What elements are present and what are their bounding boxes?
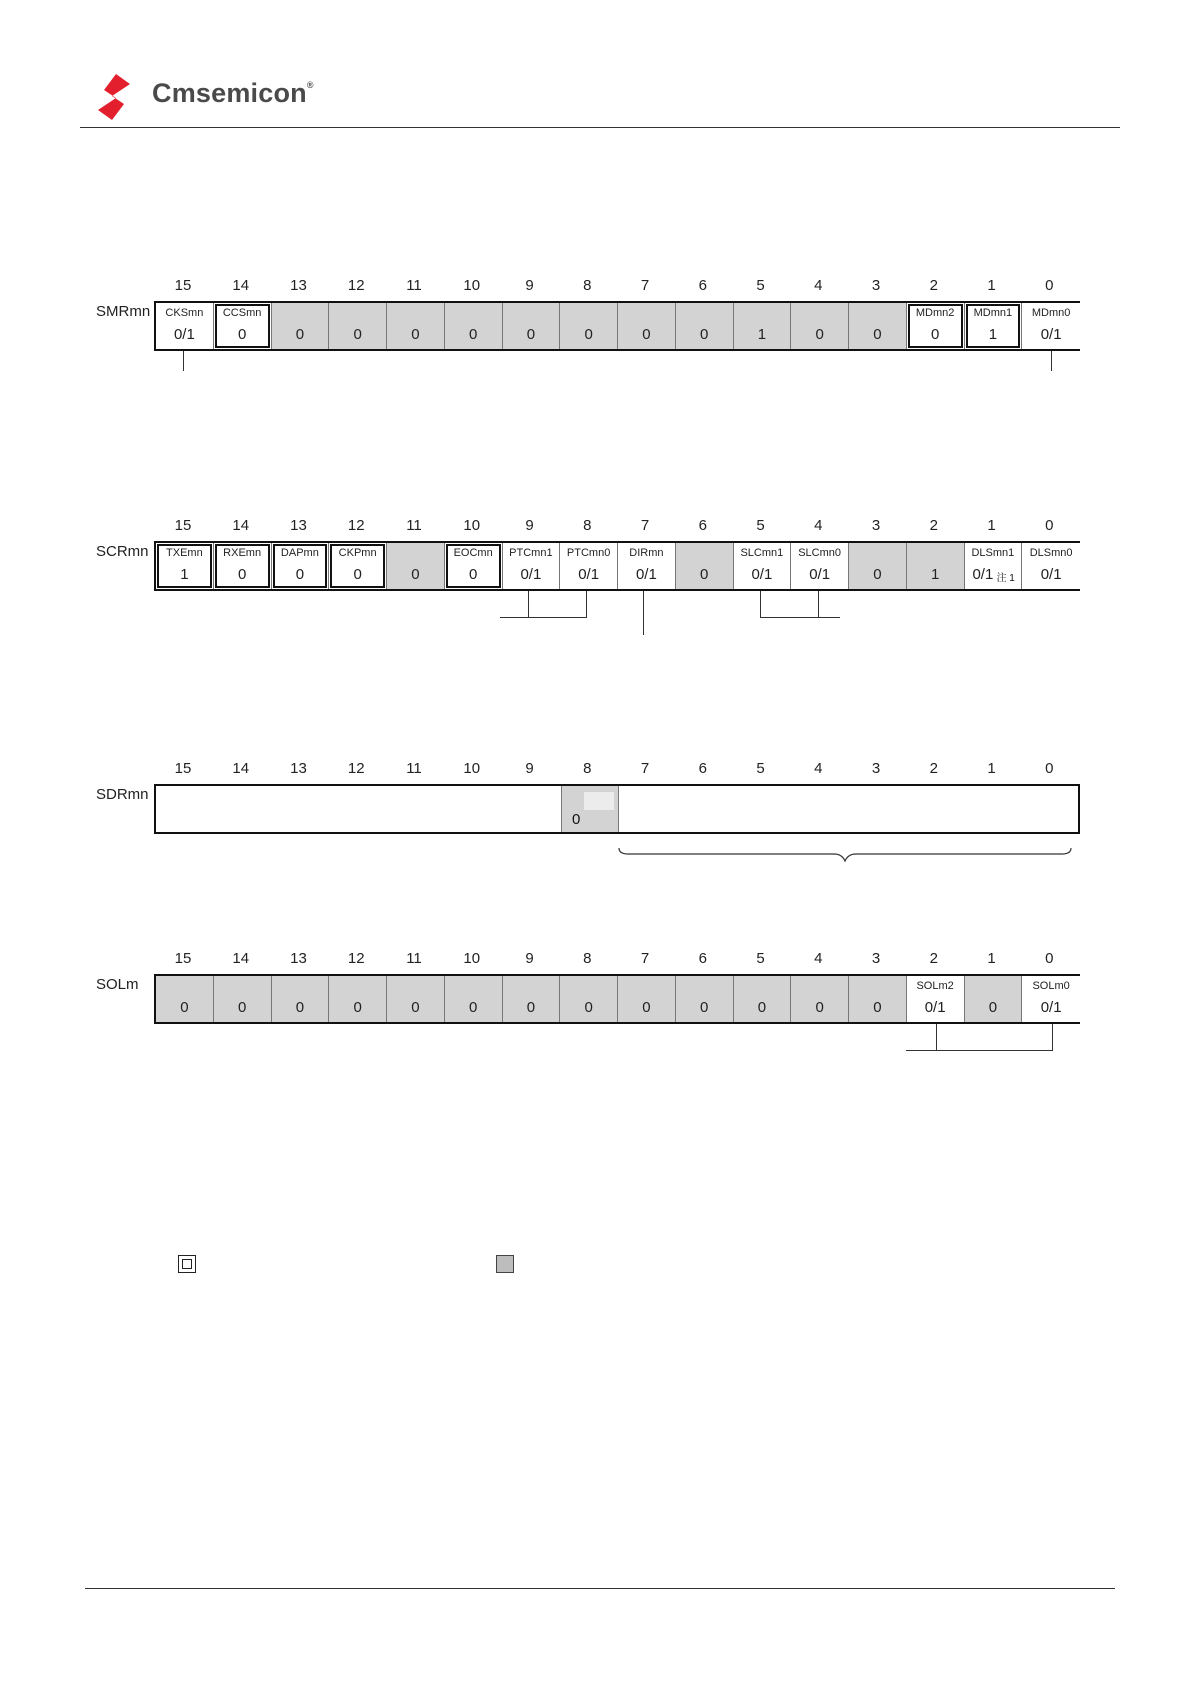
bit-cell	[734, 303, 792, 349]
page-header	[0, 0, 1190, 130]
bit-cell	[503, 303, 561, 349]
bit-cell	[503, 976, 561, 1022]
bit-value: 1	[988, 326, 998, 343]
bit-label: DLSmn0	[1029, 547, 1073, 559]
bit-number: 14	[232, 760, 250, 777]
bit-number: 3	[871, 950, 881, 967]
leader-line	[643, 591, 644, 635]
leader-line	[1051, 351, 1052, 371]
bit-value: 0	[815, 326, 824, 343]
bit-value: 0	[757, 999, 767, 1016]
bit-number: 0	[1045, 950, 1054, 967]
bit-value: 0	[353, 326, 362, 343]
bit-number: 15	[174, 760, 192, 777]
bit-label: RXEmn	[223, 547, 262, 559]
bit-label: SOLm0	[1032, 980, 1070, 992]
bit-number: 11	[406, 277, 422, 294]
bit-cell	[156, 543, 214, 589]
bit-cell	[618, 976, 676, 1022]
bit-number: 0	[1045, 277, 1054, 294]
bit-label: MDmn2	[915, 307, 955, 319]
bit-number: 9	[525, 760, 534, 777]
bit-value: 0	[468, 566, 478, 583]
bit-number: 0	[1045, 760, 1054, 777]
bit-value: 0	[353, 999, 362, 1016]
bit-label: SLCmn1	[740, 547, 784, 559]
bit-number: 10	[463, 517, 481, 534]
bit-value: 0	[295, 326, 305, 343]
bit-number: 11	[406, 760, 422, 777]
bit-cell	[734, 543, 792, 589]
brace-icon	[618, 844, 1072, 866]
bit-number: 8	[583, 760, 592, 777]
bit-label: CKPmn	[338, 547, 377, 559]
bit-label: DAPmn	[280, 547, 319, 559]
bit-value: 0	[237, 566, 247, 583]
bit-cell	[329, 543, 387, 589]
bit-number: 0	[1045, 517, 1054, 534]
bit-cell	[445, 303, 503, 349]
bit-cell	[445, 543, 503, 589]
bit-cell	[965, 543, 1023, 589]
bit-value: 0	[411, 326, 420, 343]
bit-number: 2	[929, 517, 938, 534]
bit-value: 0	[930, 326, 940, 343]
bit-field-row	[154, 541, 1080, 591]
header-rule	[80, 127, 1120, 128]
bit-value: 0	[873, 566, 882, 583]
bit-cell	[503, 543, 561, 589]
footer-rule	[85, 1588, 1115, 1589]
bit-number: 2	[929, 760, 938, 777]
bit-number: 14	[232, 517, 250, 534]
bit-value: 0/1	[972, 566, 994, 583]
bit-cell	[156, 976, 214, 1022]
bit-number: 6	[698, 277, 707, 294]
bit-number: 13	[290, 517, 307, 534]
bit-cell	[676, 976, 734, 1022]
bit-value: 0	[699, 566, 709, 583]
bracket-line	[500, 617, 587, 618]
sdr-register-diagram	[90, 760, 1090, 900]
bit-value: 0	[526, 326, 536, 343]
bit-cell	[1022, 303, 1080, 349]
bit-number: 11	[406, 950, 422, 967]
bit-number: 12	[347, 277, 365, 294]
bit-value: 0/1	[1040, 999, 1062, 1016]
bit-cell	[849, 976, 907, 1022]
bit-value: 0	[699, 326, 709, 343]
bit-value: 0	[572, 811, 581, 828]
bit-value: 1	[757, 326, 767, 343]
bit-field-row	[154, 974, 1080, 1024]
bit-number: 14	[232, 950, 250, 967]
bit-label: PTCmn1	[509, 547, 553, 559]
bit-number: 8	[583, 950, 592, 967]
bit-value: 1	[180, 566, 189, 583]
bracket-line	[936, 1024, 937, 1050]
bit-value: 0	[237, 999, 247, 1016]
bit-value: 0	[873, 326, 882, 343]
bit-value: 0	[295, 999, 305, 1016]
bit-cell	[387, 543, 445, 589]
sdr-bit8-cell	[561, 786, 619, 832]
bit-label: DLSmn1	[971, 547, 1015, 559]
bracket-line	[586, 591, 587, 617]
bit-number: 15	[174, 950, 192, 967]
bit-number: 10	[463, 277, 481, 294]
bit-cell	[618, 543, 676, 589]
bit-value: 0	[237, 326, 247, 343]
bit-number: 15	[174, 277, 192, 294]
bit-number: 13	[290, 950, 307, 967]
bit-label: SLCmn0	[798, 547, 842, 559]
bit-number-row	[154, 760, 1080, 780]
bit-label: PTCmn0	[566, 547, 611, 559]
bit-cell	[1022, 976, 1080, 1022]
bit-cell	[560, 303, 618, 349]
bit-number: 10	[463, 760, 481, 777]
bit-value: 0	[411, 999, 420, 1016]
bit-number-row	[154, 277, 1080, 297]
leader-line	[183, 351, 184, 371]
bit-value: 0/1	[1040, 566, 1062, 583]
bit-label: EOCmn	[453, 547, 493, 559]
bit-number: 4	[814, 517, 823, 534]
bit-number: 7	[640, 950, 650, 967]
sdr-upper-field	[156, 786, 561, 832]
cmsemicon-logo-icon	[90, 72, 146, 122]
bit-number: 1	[987, 760, 996, 777]
bit-number: 14	[232, 277, 250, 294]
bit-cell	[387, 976, 445, 1022]
bit-cell	[214, 303, 272, 349]
register-name: SDRmn	[96, 786, 149, 803]
bit-number: 6	[698, 517, 707, 534]
bit-number: 3	[871, 517, 881, 534]
bit-value: 0	[468, 999, 478, 1016]
bit-value: 0	[988, 999, 998, 1016]
bit-field-row	[154, 784, 1080, 834]
bit-label: MDmn1	[973, 307, 1013, 319]
bit-number: 4	[814, 950, 823, 967]
bit-value: 0	[642, 326, 651, 343]
bit-label: SOLm2	[916, 980, 954, 992]
bit-number: 12	[347, 760, 365, 777]
bit-number: 1	[987, 517, 996, 534]
bit-number: 5	[756, 277, 765, 294]
bit-value: 0/1	[751, 566, 773, 583]
bit-value: 0	[873, 999, 882, 1016]
bit-cell	[387, 303, 445, 349]
sdr-data-field	[619, 786, 1078, 832]
sol-register-diagram	[90, 950, 1090, 1090]
bit-number: 6	[698, 950, 707, 967]
bit-cell	[965, 976, 1023, 1022]
bit-cell	[272, 543, 330, 589]
bit-value: 0	[353, 566, 362, 583]
bit-number: 9	[525, 277, 534, 294]
bit-cell	[907, 303, 965, 349]
bit-number: 5	[756, 760, 765, 777]
bit-cell	[329, 303, 387, 349]
bit-cell	[907, 976, 965, 1022]
bit-number: 11	[406, 517, 422, 534]
bit-cell	[791, 303, 849, 349]
bit-number: 13	[290, 760, 307, 777]
bit-value: 0	[584, 326, 593, 343]
bit-number-row	[154, 950, 1080, 970]
bracket-line	[760, 617, 840, 618]
note-mark: 注 1	[996, 573, 1015, 584]
bit-value: 0/1	[924, 999, 946, 1016]
bit-value: 0/1	[635, 566, 657, 583]
bit-value: 0	[468, 326, 478, 343]
bracket-line	[906, 1050, 1053, 1051]
bit-cell	[965, 303, 1023, 349]
bit-number: 9	[525, 950, 534, 967]
bit-number: 12	[347, 517, 365, 534]
register-name: SOLm	[96, 976, 139, 993]
bit-number: 3	[871, 760, 881, 777]
bit-cell	[156, 303, 214, 349]
bit-number: 12	[347, 950, 365, 967]
bit-value: 0	[584, 999, 593, 1016]
bit-cell	[272, 976, 330, 1022]
registered-mark: ®	[306, 80, 314, 90]
bit-number: 5	[756, 517, 765, 534]
bit-number: 1	[987, 950, 996, 967]
bit-cell	[734, 976, 792, 1022]
bracket-line	[1052, 1024, 1053, 1050]
bit-cell	[791, 976, 849, 1022]
bit-cell	[329, 976, 387, 1022]
bit-label: CCSmn	[222, 307, 262, 319]
bit-number: 7	[640, 760, 650, 777]
bit-value: 0	[642, 999, 651, 1016]
bit-number: 6	[698, 760, 707, 777]
bit-cell	[791, 543, 849, 589]
bit-cell	[618, 303, 676, 349]
bit-number: 2	[929, 950, 938, 967]
bit-value: 0/1	[520, 566, 542, 583]
bit-number: 7	[640, 277, 650, 294]
bit-value: 0/1	[1040, 326, 1062, 343]
bit-cell	[272, 303, 330, 349]
cell-patch	[584, 792, 614, 810]
bit-value: 0	[815, 999, 824, 1016]
bit-value: 0	[180, 999, 189, 1016]
bit-number: 15	[174, 517, 192, 534]
bit-cell	[849, 543, 907, 589]
bit-number: 1	[987, 277, 996, 294]
bit-number-row	[154, 517, 1080, 537]
bit-number: 8	[583, 277, 592, 294]
bracket-line	[818, 591, 819, 617]
bit-number: 9	[525, 517, 534, 534]
bit-number: 2	[929, 277, 938, 294]
bit-cell	[560, 543, 618, 589]
double-box-icon	[178, 1255, 196, 1273]
bit-number: 13	[290, 277, 307, 294]
register-name: SMRmn	[96, 303, 151, 320]
bracket-line	[528, 591, 529, 617]
bit-value: 0	[411, 566, 420, 583]
bit-number: 8	[583, 517, 592, 534]
bit-cell	[849, 303, 907, 349]
bit-field-row	[154, 301, 1080, 351]
bit-cell	[676, 543, 734, 589]
bit-cell	[214, 976, 272, 1022]
bit-value: 1	[930, 566, 940, 583]
bit-number: 4	[814, 760, 823, 777]
bit-value: 0	[526, 999, 536, 1016]
smr-register-diagram	[90, 277, 1090, 417]
bit-label: MDmn0	[1031, 307, 1071, 319]
bit-value: 0/1	[173, 326, 195, 343]
bit-number: 5	[756, 950, 765, 967]
bit-cell	[676, 303, 734, 349]
bit-label: DIRmn	[629, 547, 664, 559]
gray-box-icon	[496, 1255, 514, 1273]
bit-value: 0/1	[578, 566, 600, 583]
bit-cell	[214, 543, 272, 589]
bit-number: 10	[463, 950, 481, 967]
bit-cell	[560, 976, 618, 1022]
register-name: SCRmn	[96, 543, 149, 560]
bit-label: CKSmn	[165, 307, 204, 319]
legend	[178, 1255, 778, 1285]
bit-value: 0	[295, 566, 305, 583]
bit-value: 0	[699, 999, 709, 1016]
bit-number: 4	[814, 277, 823, 294]
bit-cell	[1022, 543, 1080, 589]
bit-label: TXEmn	[166, 547, 203, 559]
bit-number: 3	[871, 277, 881, 294]
bit-cell	[445, 976, 503, 1022]
bit-number: 7	[640, 517, 650, 534]
bracket-line	[760, 591, 761, 617]
scr-register-diagram	[90, 517, 1090, 657]
bit-value: 0/1	[809, 566, 831, 583]
brand-name: Cmsemicon®	[152, 78, 314, 108]
